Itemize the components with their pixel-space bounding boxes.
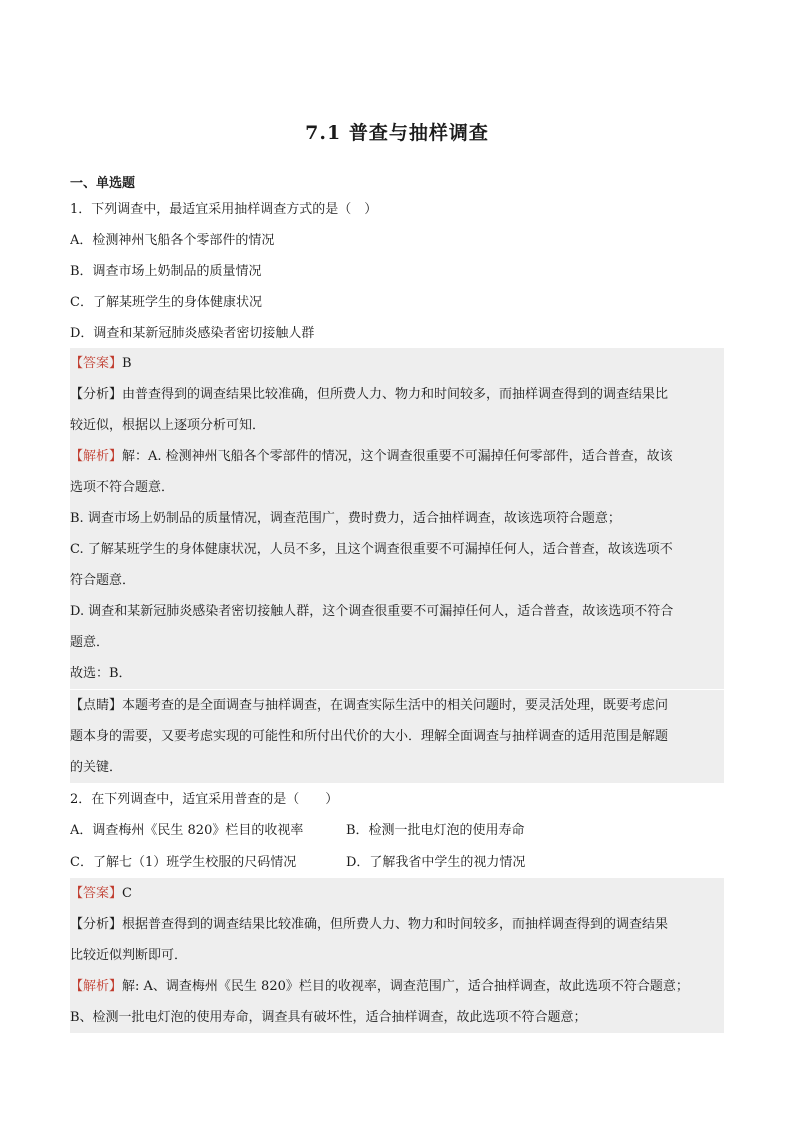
q2-analysis-line-2: 比较近似判断即可． [70, 940, 724, 971]
q1-solution-line-7: 题意． [70, 627, 724, 658]
q2-options-row-1 [70, 815, 724, 846]
q1-option-c: C．了解某班学生的身体健康状况 [70, 295, 262, 310]
q2-option-b: B．检测一批电灯泡的使用寿命 [346, 823, 525, 838]
q1-analysis-line-1 [70, 379, 724, 410]
q1-comment-text: 本题考查的是全面调查与抽样调查，在调查实际生活中的相关问题时，要灵活处理，既要考虑问 [122, 698, 669, 713]
q1-solution-line-1 [70, 441, 724, 472]
q1-answer-line [70, 348, 724, 379]
analysis-tag: 【分析】 [70, 917, 123, 932]
q1-answer: B [122, 356, 132, 371]
answer-tag: 【答案】 [70, 356, 123, 371]
q2-option-d: D．了解我省中学生的视力情况 [346, 855, 526, 870]
q2-option-c: C．了解七（1）班学生校服的尺码情况 [70, 855, 297, 870]
q2-answer: C [122, 886, 132, 901]
q1-comment-line-1 [70, 690, 724, 721]
q1-analysis-line-2: 较近似，根据以上逐项分析可知． [70, 410, 724, 441]
q1-solution-text: 解：A. 检测神州飞船各个零部件的情况，这个调查很重要不可漏掉任何零部件，适合普查，故该 [122, 449, 673, 464]
q1-comment-line-2: 题本身的需要，又要考虑实现的可能性和所付出代价的大小．理解全面调查与抽样调查的适用范围是解题 [70, 721, 724, 752]
q1-solution-line-5: 符合题意． [70, 565, 724, 596]
q2-solution-line-2: B、检测一批电灯泡的使用寿命，调查具有破坏性，适合抽样调查，故此选项不符合题意； [70, 1002, 724, 1033]
q2-options-row-2 [70, 847, 724, 878]
solution-tag: 【解析】 [70, 449, 123, 464]
q1-option-d: D．调查和某新冠肺炎感染者密切接触人群 [70, 326, 315, 341]
q1-analysis-text: 由普查得到的调查结果比较准确，但所费人力、物力和时间较多，而抽样调查得到的调查结果比 [122, 387, 669, 402]
q1-option-a: A．检测神州飞船各个零部件的情况 [70, 233, 275, 248]
q1-stem: 1．下列调查中，最适宜采用抽样调查方式的是（ ） [70, 202, 378, 217]
answer-tag: 【答案】 [70, 886, 123, 901]
section-heading: 一、单选题 [70, 176, 136, 191]
q1-solution-line-6: D. 调查和某新冠肺炎感染者密切接触人群，这个调查很重要不可漏掉任何人，适合普查，故该选项不符合 [70, 596, 724, 627]
q1-choice: 故选：B． [70, 658, 724, 689]
q2-analysis-text: 根据普查得到的调查结果比较准确，但所费人力、物力和时间较多，而抽样调查得到的调查结果 [122, 917, 669, 932]
q1-solution-line-3: B. 调查市场上奶制品的质量情况，调查范围广，费时费力，适合抽样调查，故该选项符合题意； [70, 503, 724, 534]
q1-solution-line-4: C. 了解某班学生的身体健康状况，人员不多，且这个调查很重要不可漏掉任何人，适合普查，故该选项不 [70, 534, 724, 565]
page-title: 7.1 普查与抽样调查 [305, 122, 489, 144]
analysis-tag: 【分析】 [70, 387, 123, 402]
q2-solution-text: 解: A、调查梅州《民生 820》栏目的收视率，调查范围广，适合抽样调查，故此选项不符合题意； [122, 979, 689, 994]
q2-answer-line [70, 878, 724, 909]
q1-solution-line-2: 选项不符合题意． [70, 472, 724, 503]
q1-comment-line-3: 的关键． [70, 752, 724, 783]
q2-option-a: A．调查梅州《民生 820》栏目的收视率 [70, 823, 304, 838]
solution-tag: 【解析】 [70, 979, 123, 994]
q2-solution-line-1 [70, 971, 724, 1002]
q1-option-b: B．调查市场上奶制品的质量情况 [70, 264, 262, 279]
comment-tag: 【点睛】 [70, 698, 123, 713]
q2-stem: 2．在下列调查中，适宜采用普查的是（ ） [70, 792, 339, 807]
q2-analysis-line-1 [70, 909, 724, 940]
